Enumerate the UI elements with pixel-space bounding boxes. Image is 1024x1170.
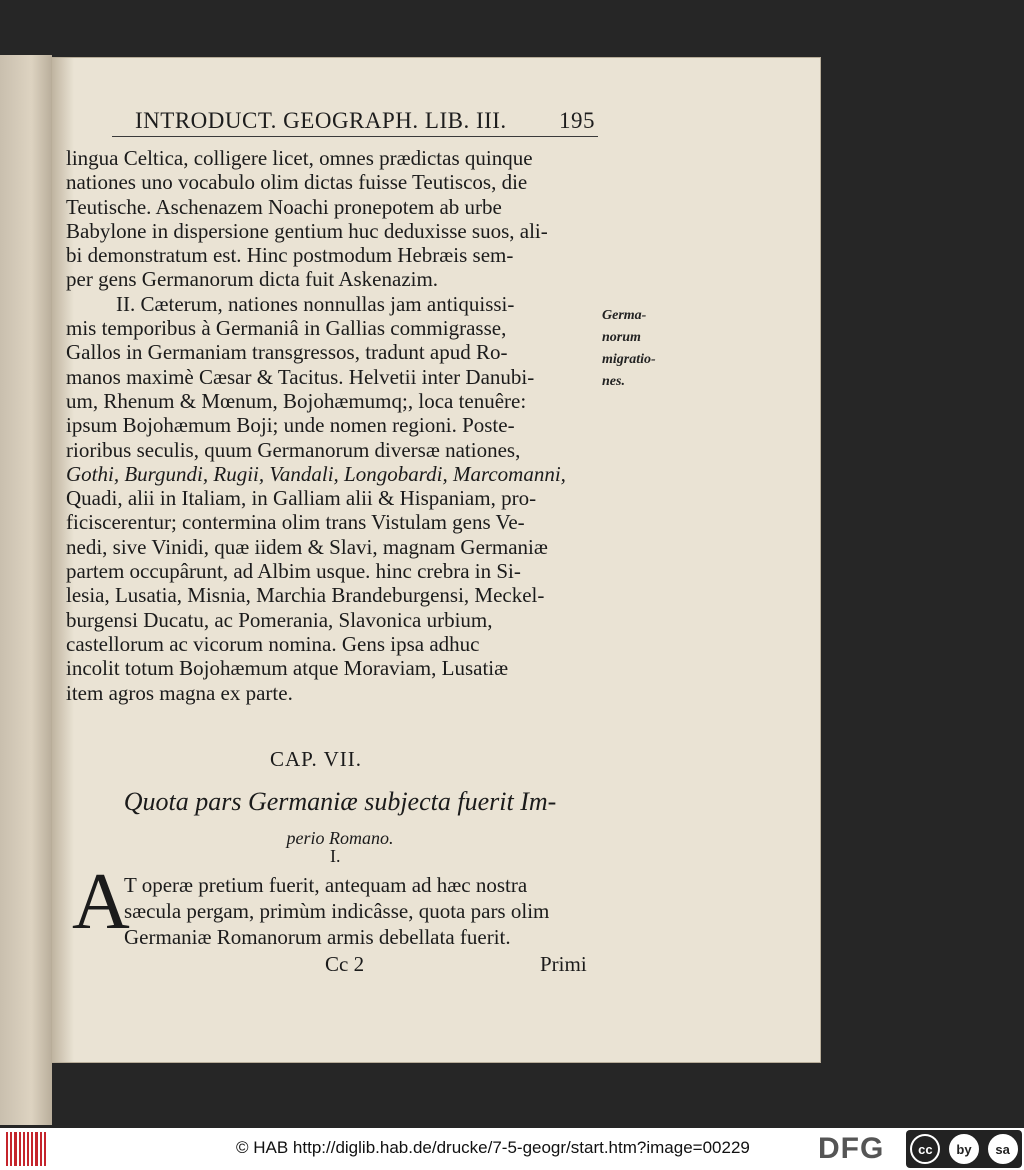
attribution-link[interactable]: © HAB http://diglib.hab.de/drucke/7-5-geogr/start.htm?image=00229	[236, 1138, 750, 1157]
chapter-label: CAP. VII.	[270, 747, 363, 771]
text-line: mis temporibus à Germaniâ in Gallias commigrasse,	[66, 316, 507, 341]
text-line: partem occupârunt, ad Albim usque. hinc crebra in Si-	[66, 559, 521, 584]
cc-icon: cc	[910, 1134, 940, 1164]
text-line: sæcula pergam, primùm indicâsse, quota pars olim	[124, 899, 550, 923]
text-line: rioribus seculis, quum Germanorum diversæ nationes,	[66, 437, 521, 462]
text-line: lingua Celtica, colligere licet, omnes prædictas quinque	[66, 146, 533, 170]
marginal-note	[602, 305, 682, 393]
license-badge[interactable]	[906, 1130, 1022, 1168]
text-line: burgensi Ducatu, ac Pomerania, Slavonica urbium,	[66, 607, 493, 632]
text-line: Teutische. Aschenazem Noachi pronepotem ab urbe	[66, 194, 502, 219]
text-line: nedi, sive Vinidi, quæ iidem & Slavi, magnam Germaniæ	[66, 534, 548, 559]
text-line: item agros magna ex parte.	[66, 680, 293, 705]
chapter-title-line: perio Romano.	[286, 828, 394, 848]
text-line: lesia, Lusatia, Misnia, Marchia Brandeburgensi, Meckel-	[66, 583, 545, 608]
text-line: nationes uno vocabulo olim dictas fuisse Teutiscos, die	[66, 170, 528, 195]
text-line: Quadi, alii in Italiam, in Galliam alii & Hispaniam, pro-	[66, 486, 537, 511]
chapter-title-line: Quota pars Germaniæ subjecta fuerit Im-	[123, 787, 557, 816]
signature-mark: Cc 2	[325, 952, 365, 976]
text-line: ipsum Bojohæmum Boji; unde nomen regioni. Poste-	[66, 413, 515, 438]
text-line: T operæ pretium fuerit, antequam ad hæc nostra	[124, 873, 528, 897]
drop-cap-initial: A	[72, 858, 130, 946]
text-line: Gallos in Germaniam transgressos, tradunt apud Ro-	[66, 340, 508, 365]
sa-icon: sa	[988, 1134, 1018, 1164]
barcode-icon	[6, 1132, 46, 1166]
text-line: Germaniæ Romanorum armis debellata fuerit.	[124, 925, 511, 949]
catchword: Primi	[540, 952, 587, 976]
text-line: um, Rhenum & Mœnum, Bojohæmumq;, loca tenuêre:	[66, 388, 527, 413]
viewer-footer	[0, 1128, 1024, 1170]
running-header	[135, 108, 595, 134]
marginal-note-line: norum	[602, 330, 641, 345]
dfg-logo: DFG	[818, 1132, 885, 1165]
text-line: castellorum ac vicorum nomina. Gens ipsa adhuc	[66, 631, 480, 656]
body-text	[66, 146, 600, 705]
text-line: incolit totum Bojohæmum atque Moraviam, Lusatiæ	[66, 656, 509, 681]
folio-number: 195	[559, 108, 595, 133]
marginal-note-line: Germa-	[602, 308, 647, 323]
chapter-paragraph	[124, 872, 598, 950]
text-line: ficiscerentur; contermina olim trans Vistulam gens Ve-	[66, 510, 525, 535]
by-icon: by	[949, 1134, 979, 1164]
marginal-note-line: nes.	[602, 374, 625, 389]
running-title: INTRODUCT. GEOGRAPH. LIB. III.	[135, 108, 507, 133]
previous-page-edge	[0, 55, 52, 1125]
marginal-note-line: migratio-	[602, 352, 656, 367]
text-line: bi demonstratum est. Hinc postmodum Hebræis sem-	[66, 243, 514, 268]
text-line: manos maximè Cæsar & Tacitus. Helvetii inter Danubi-	[66, 364, 535, 389]
text-line: Gothi, Burgundi, Rugii, Vandali, Longobardi, Marcomanni,	[66, 461, 566, 486]
text-line: Babylone in dispersione gentium huc deduxisse suos, ali-	[66, 218, 548, 243]
text-line: II. Cæterum, nationes nonnullas jam antiquissi-	[116, 291, 515, 316]
section-number: I.	[330, 846, 341, 866]
header-rule	[112, 136, 598, 137]
text-line: per gens Germanorum dicta fuit Askenazim.	[66, 267, 439, 292]
